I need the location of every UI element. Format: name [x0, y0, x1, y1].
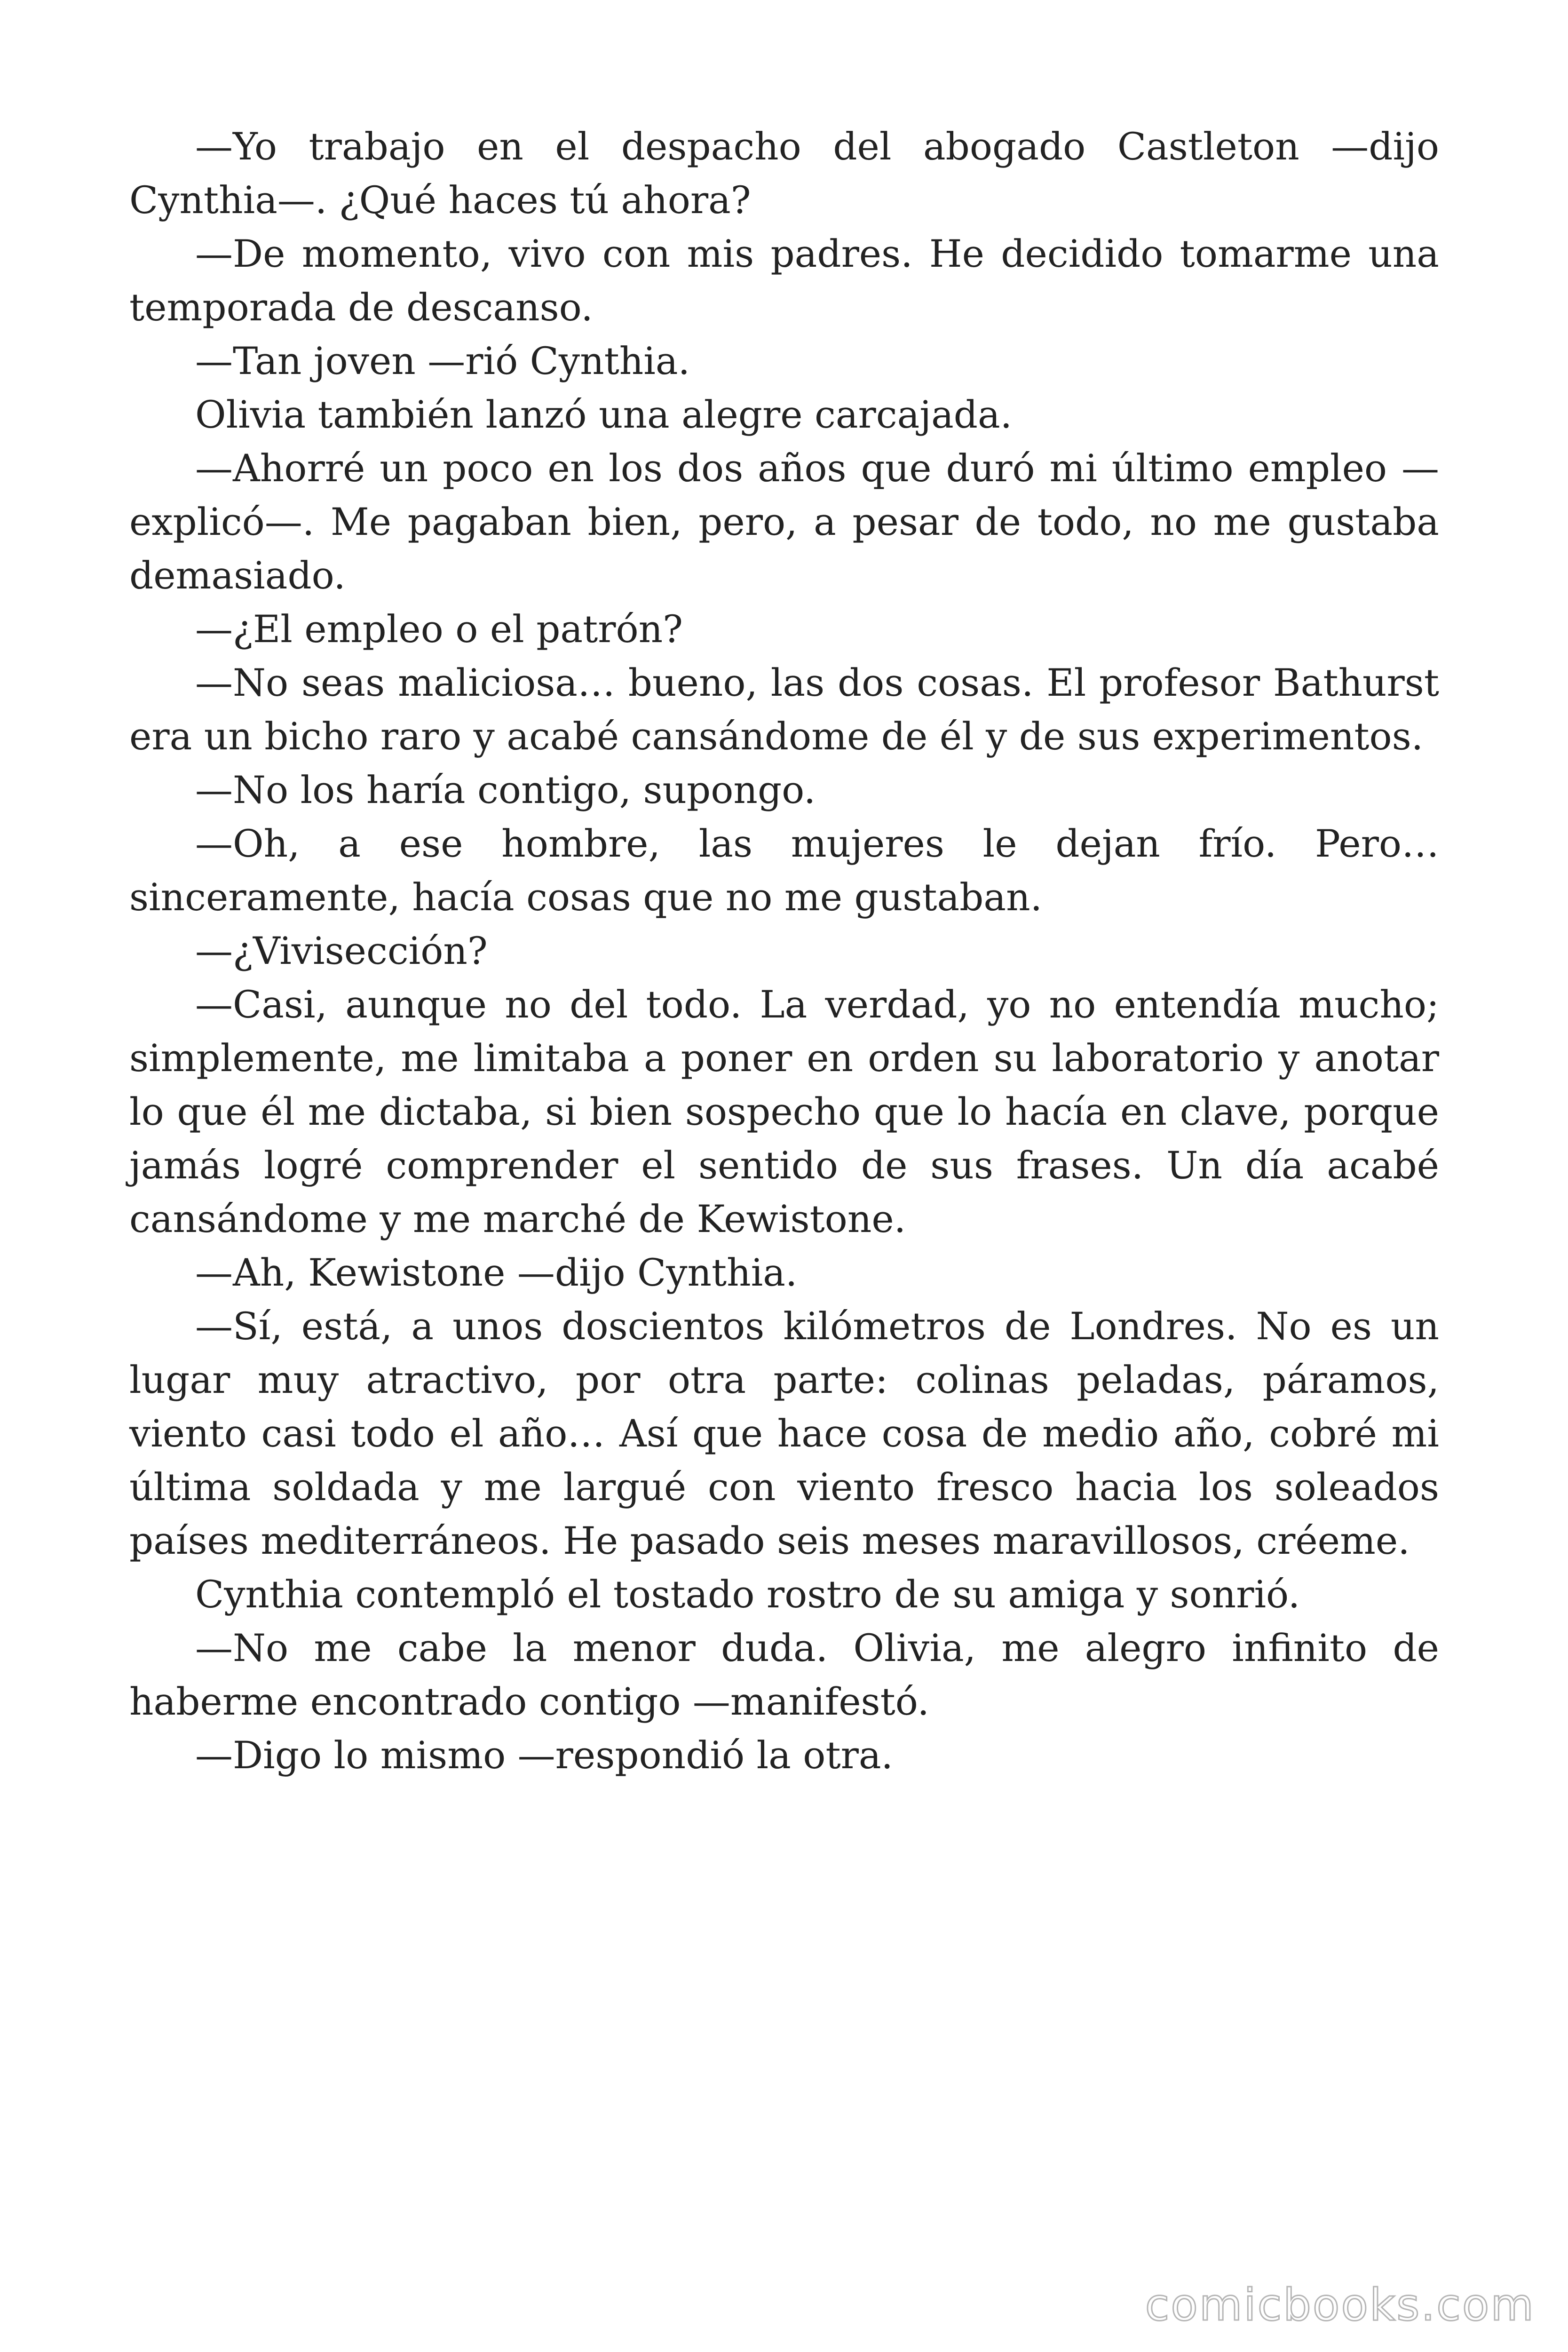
- book-page-body: [129, 120, 1439, 1782]
- paragraph: —De momento, vivo con mis padres. He decidido tomarme una temporada de descanso.: [129, 232, 1439, 329]
- paragraph: Olivia también lanzó una alegre carcajada.: [195, 393, 1013, 437]
- paragraph: —¿Vivisección?: [195, 929, 488, 973]
- paragraph: —Tan joven —rió Cynthia.: [195, 339, 690, 383]
- paragraph: Cynthia contempló el tostado rostro de su amiga y sonrió.: [195, 1573, 1300, 1616]
- paragraph: —Casi, aunque no del todo. La verdad, yo no entendía mucho; simplemente, me limitaba a poner en orden su laboratorio y anotar lo que él me dictaba, si bien sospecho que lo hacía en clave, porque jamás logré comprender el sentido de sus frases. Un día acabé cansándome y me marché de Kewistone.: [129, 983, 1439, 1241]
- paragraph: —¿El empleo o el patrón?: [195, 607, 683, 651]
- paragraph: —Ah, Kewistone —dijo Cynthia.: [195, 1251, 798, 1295]
- paragraph: —Yo trabajo en el despacho del abogado Castleton —dijo Cynthia—. ¿Qué haces tú ahora?: [129, 125, 1439, 222]
- paragraph: —Sí, está, a unos doscientos kilómetros de Londres. No es un lugar muy atractivo, por otra parte: colinas peladas, páramos, viento casi todo el año… Así que hace cosa de medio año, cobré mi última soldada y me largué con viento fresco hacia los soleados países mediterráneos. He pasado seis meses maravillosos, créeme.: [129, 1304, 1439, 1563]
- paragraph: —Oh, a ese hombre, las mujeres le dejan frío. Pero… sinceramente, hacía cosas que no me gustaban.: [129, 822, 1439, 919]
- paragraph: —Digo lo mismo —respondió la otra.: [195, 1733, 893, 1777]
- paragraph: —No los haría contigo, supongo.: [195, 768, 816, 812]
- paragraph: —Ahorré un poco en los dos años que duró mi último empleo —explicó—. Me pagaban bien, pero, a pesar de todo, no me gustaba demasiado.: [129, 446, 1439, 597]
- paragraph: —No me cabe la menor duda. Olivia, me alegro infinito de haberme encontrado contigo —manifestó.: [129, 1626, 1439, 1724]
- paragraph: —No seas maliciosa… bueno, las dos cosas. El profesor Bathurst era un bicho raro y acabé cansándome de él y de sus experimentos.: [129, 661, 1439, 758]
- watermark: comicbooks.com: [1145, 2280, 1535, 2331]
